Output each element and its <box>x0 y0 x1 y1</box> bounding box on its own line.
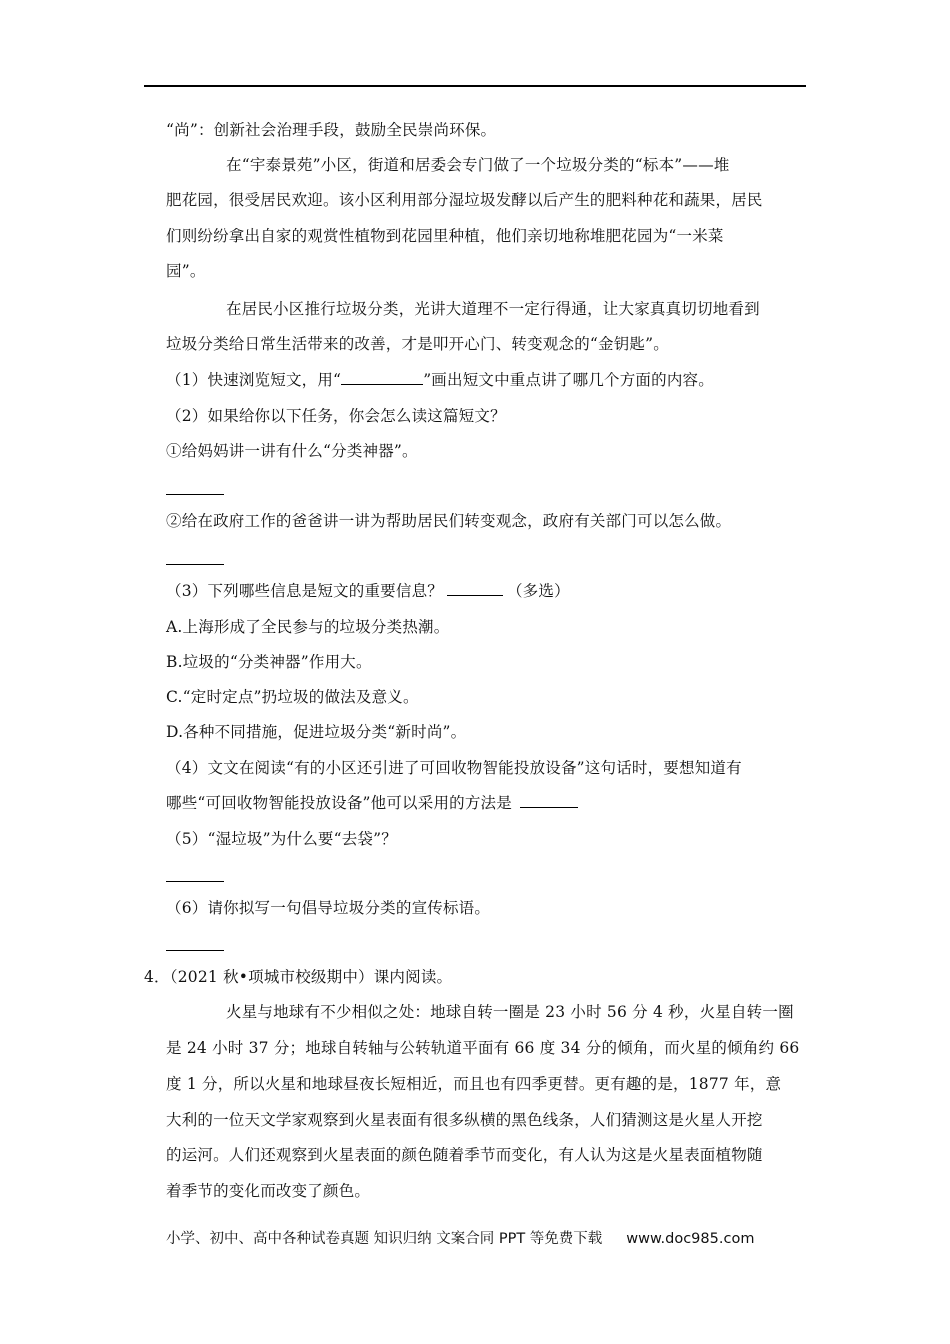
question-2-task-1: ①给妈妈讲一讲有什么“分类神器”。 <box>166 442 418 460</box>
option-c: C.“定时定点”扔垃圾的做法及意义。 <box>166 688 419 706</box>
answer-blank-4[interactable] <box>520 793 578 808</box>
answer-blank-5[interactable] <box>166 881 224 882</box>
answer-blank-2-2[interactable] <box>166 564 224 565</box>
question-3 <box>166 581 570 601</box>
question-1-prefix: （1）快速浏览短文，用“ <box>166 371 342 389</box>
option-a: A.上海形成了全民参与的垃圾分类热潮。 <box>166 618 450 636</box>
question-5: （5）“湿垃圾”为什么要“去袋”？ <box>166 830 397 848</box>
question-6: （6）请你拟写一句倡导垃圾分类的宣传标语。 <box>166 899 491 917</box>
footer-text: 小学、初中、高中各种试卷真题 知识归纳 文案合同 PPT 等免费下载 <box>166 1231 603 1247</box>
passage-p1-line-4: 园”。 <box>166 262 206 280</box>
question-3-prefix: （3）下列哪些信息是短文的重要信息？ <box>166 582 443 600</box>
question-2: （2）如果给你以下任务，你会怎么读这篇短文？ <box>166 407 506 425</box>
problem-4-line-2: 是 24 小时 37 分；地球自转轴与公转轨道平面有 66 度 34 分的倾角，而火星的倾角约 66 <box>166 1039 800 1057</box>
option-b: B.垃圾的“分类神器”作用大。 <box>166 653 372 671</box>
problem-4-line-5: 的运河。人们还观察到火星表面的颜色随着季节而变化，有人认为这是火星表面植物随 <box>166 1146 763 1164</box>
question-1-suffix: ”画出短文中重点讲了哪几个方面的内容。 <box>423 371 714 389</box>
header-rule <box>144 85 806 87</box>
problem-4-line-6: 着季节的变化而改变了颜色。 <box>166 1182 371 1200</box>
question-4-text: 哪些“可回收物智能投放设备”他可以采用的方法是 <box>166 794 512 812</box>
passage-p2-line-2: 垃圾分类给日常生活带来的改善，才是叩开心门、转变观念的“金钥匙”。 <box>166 335 669 353</box>
question-4-line-2 <box>166 793 578 813</box>
passage-p1-line-3: 们则纷纷拿出自家的观赏性植物到花园里种植，他们亲切地称堆肥花园为“一米菜 <box>166 227 724 245</box>
question-1 <box>166 370 714 390</box>
answer-blank-6[interactable] <box>166 950 224 951</box>
footer-site-link[interactable]: www.doc985.com <box>626 1231 755 1247</box>
problem-4-line-3: 度 1 分，所以火星和地球昼夜长短相近，而且也有四季更替。更有趣的是，1877 年，意 <box>166 1075 782 1093</box>
answer-blank-3[interactable] <box>447 581 503 596</box>
problem-4-header: 4．（2021 秋•项城市校级期中）课内阅读。 <box>144 968 453 986</box>
option-d: D.各种不同措施，促进垃圾分类“新时尚”。 <box>166 723 467 741</box>
passage-p1-line-2: 肥花园，很受居民欢迎。该小区利用部分湿垃圾发酵以后产生的肥料种花和蔬果，居民 <box>166 191 763 209</box>
problem-4-line-4: 大利的一位天文学家观察到火星表面有很多纵横的黑色线条，人们猜测这是火星人开挖 <box>166 1111 763 1129</box>
question-4-line-1: （4）文文在阅读“有的小区还引进了可回收物智能投放设备”这句话时，要想知道有 <box>166 759 742 777</box>
answer-blank-2-1[interactable] <box>166 494 224 495</box>
problem-4-line-1: 火星与地球有不少相似之处：地球自转一圈是 23 小时 56 分 4 秒，火星自转一圈 <box>226 1003 794 1021</box>
question-2-task-2: ②给在政府工作的爸爸讲一讲为帮助居民们转变观念，政府有关部门可以怎么做。 <box>166 512 732 530</box>
question-1-underline-sample <box>341 370 423 385</box>
passage-p1-line-1: 在“宇泰景苑”小区，街道和居委会专门做了一个垃圾分类的“标本”——堆 <box>226 156 730 174</box>
question-3-suffix: （多选） <box>506 582 570 600</box>
passage-paragraph-0: “尚”：创新社会治理手段，鼓励全民崇尚环保。 <box>166 121 497 139</box>
passage-p2-line-1: 在居民小区推行垃圾分类，光讲大道理不一定行得通，让大家真真切切地看到 <box>226 300 760 318</box>
footer <box>166 1227 754 1248</box>
